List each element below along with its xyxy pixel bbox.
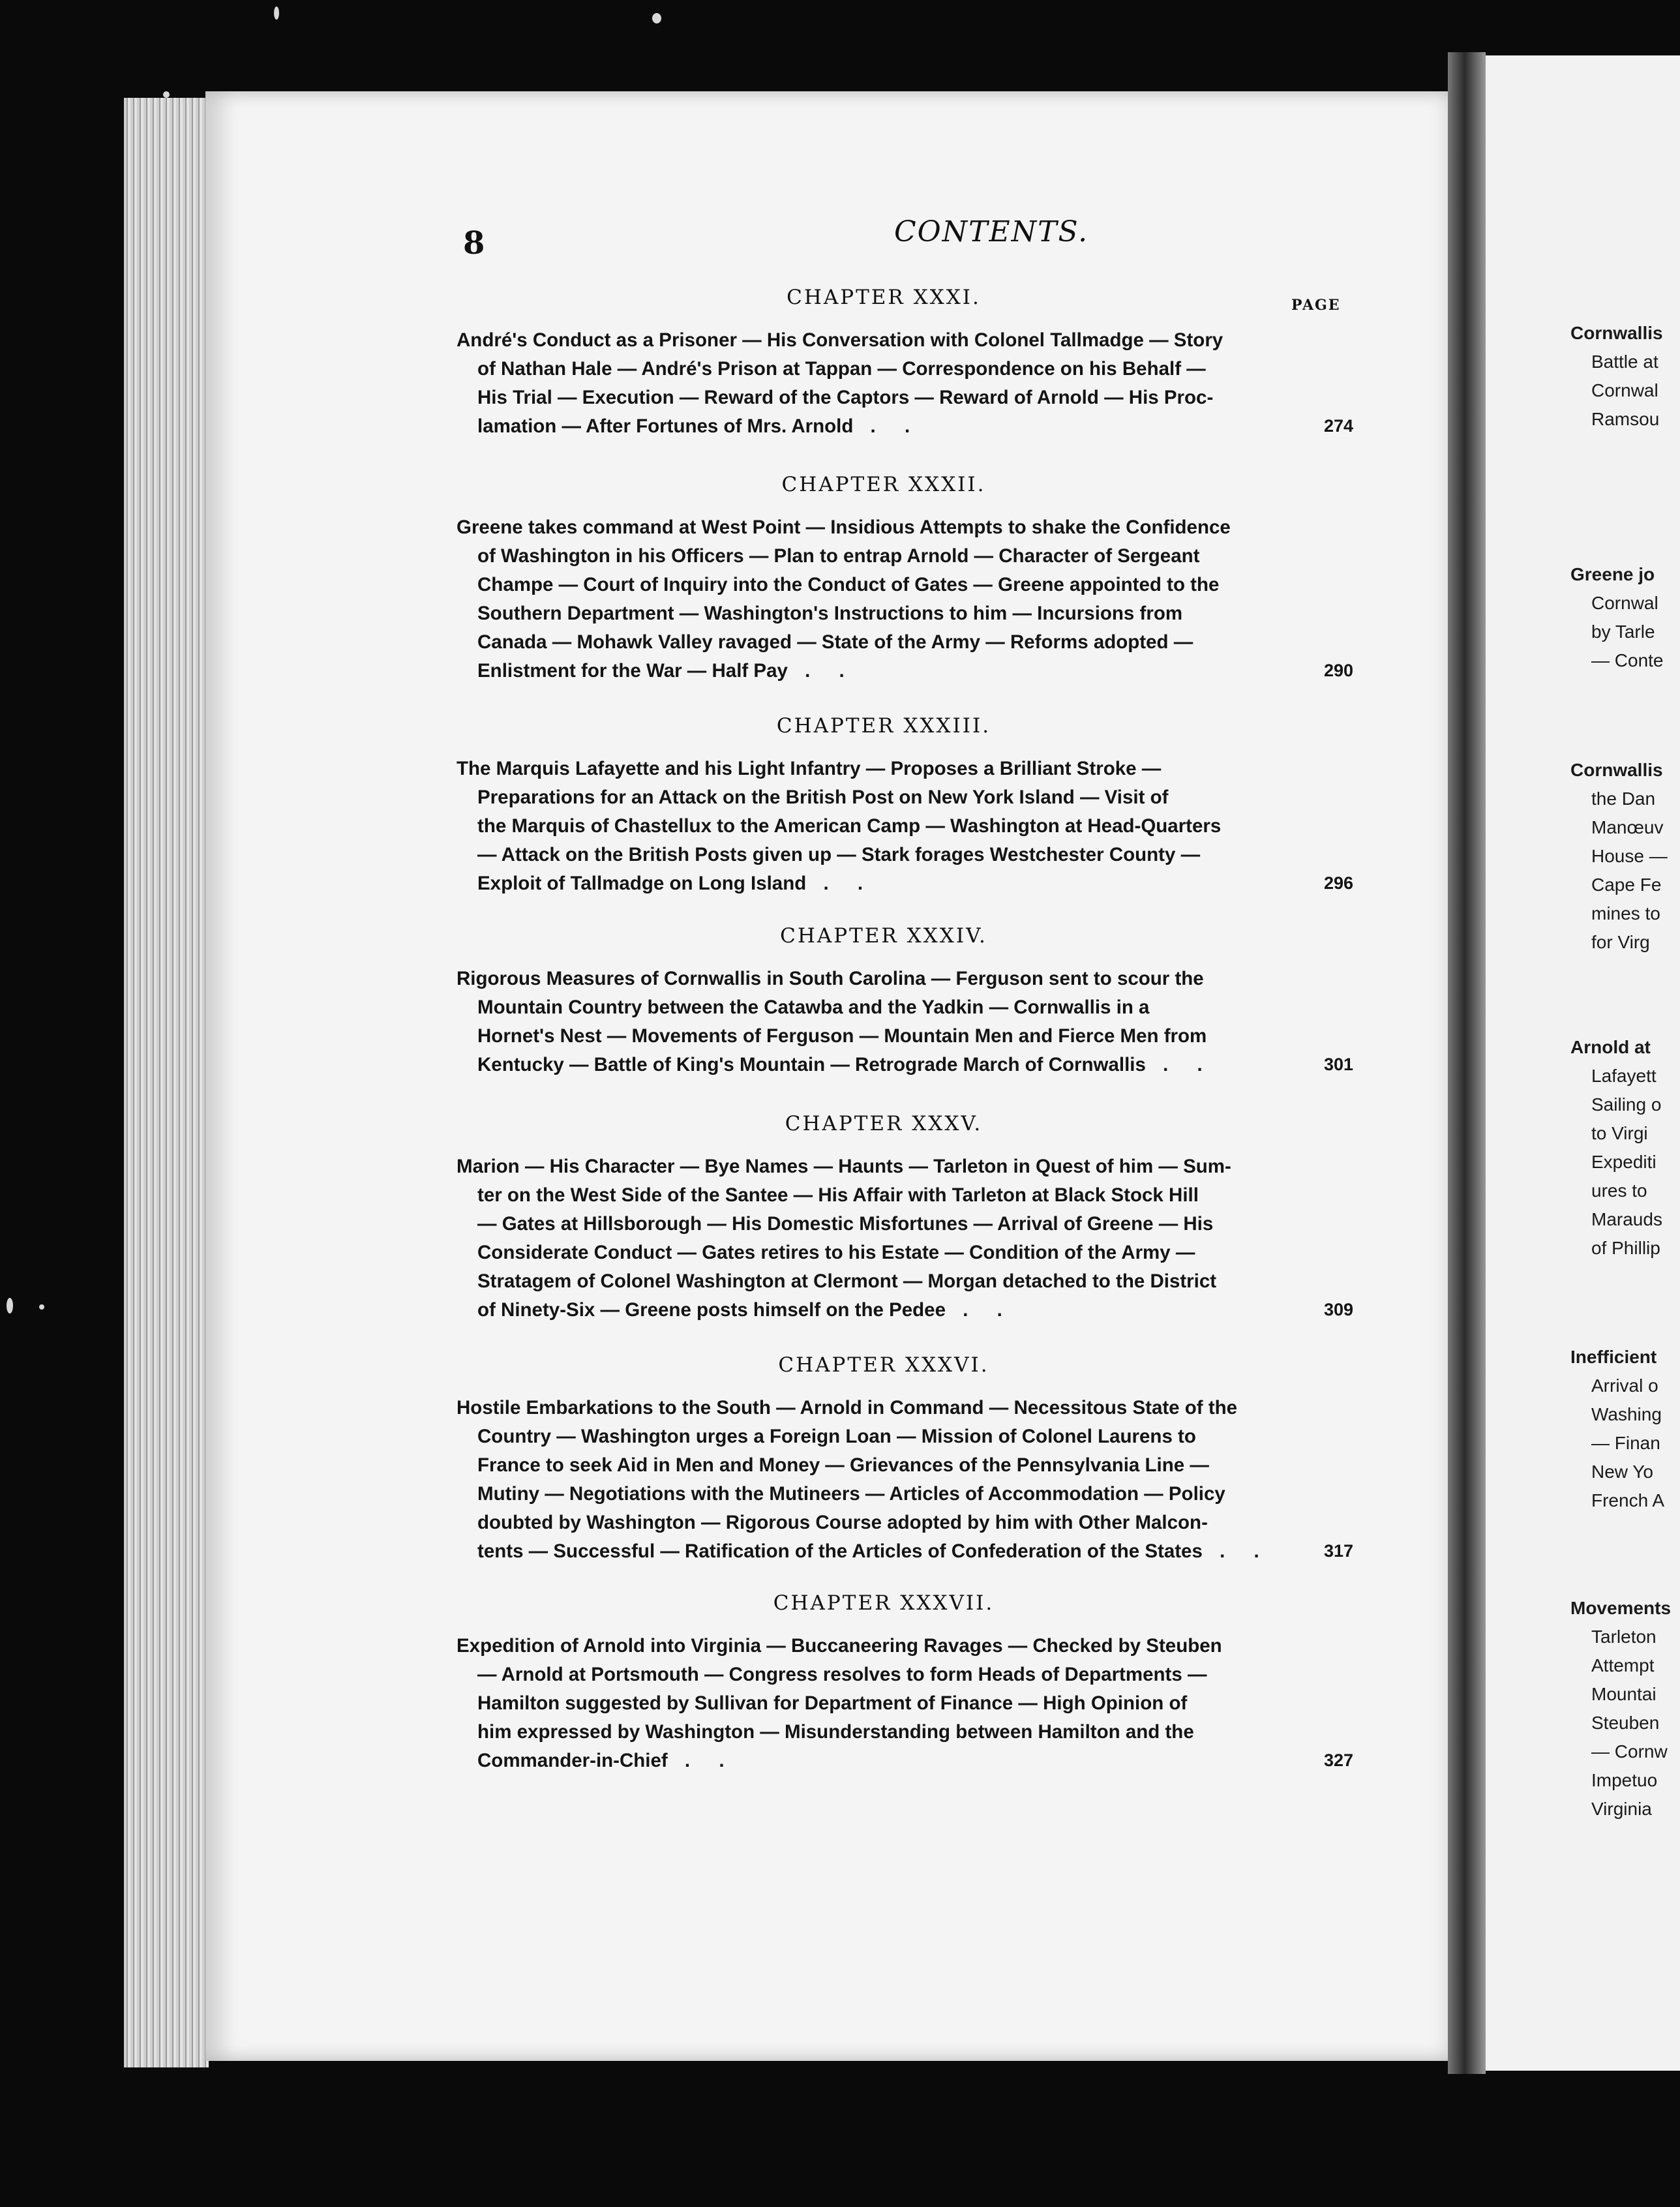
summary-line: ter on the West Side of the Santee — His Affair with Tarleton at Black Stock Hill — [477, 1184, 1199, 1206]
summary-line: — Attack on the British Posts given up — Stark forages Westchester County — — [477, 844, 1201, 865]
facing-page-text-fragment: — Finan — [1591, 1433, 1660, 1453]
facing-page-text-fragment: House — — [1591, 846, 1668, 866]
facing-page-text-fragment: Impetuo — [1591, 1770, 1658, 1790]
dot-leaders: . . — [787, 660, 856, 682]
summary-line: Rigorous Measures of Cornwallis in South Carolina — Ferguson sent to scour the — [457, 968, 1204, 989]
summary-line: Hornet's Nest — Movements of Ferguson — Mountain Men and Fierce Men from — [477, 1025, 1207, 1047]
chapter-page-number: 327 — [1323, 1750, 1353, 1770]
facing-page-text-fragment: Sailing o — [1591, 1094, 1662, 1115]
summary-line: Hamilton suggested by Sullivan for Department of Finance — High Opinion of — [477, 1692, 1188, 1714]
facing-page-text-fragment: Tarleton — [1591, 1627, 1657, 1647]
dust-speck — [652, 13, 661, 23]
facing-page — [1486, 55, 1680, 2071]
chapter-page-number: 309 — [1323, 1300, 1353, 1319]
facing-page-text-fragment: New Yo — [1591, 1462, 1653, 1482]
facing-page-text-fragment: Steuben — [1591, 1713, 1660, 1733]
summary-line: — Gates at Hillsborough — His Domestic Misfortunes — Arrival of Greene — His — [477, 1213, 1214, 1235]
chapter-title: CHAPTER XXXII. — [781, 473, 986, 496]
summary-line: His Trial — Execution — Reward of the Captors — Reward of Arnold — His Proc- — [477, 387, 1214, 408]
chapter-title: CHAPTER XXXIII. — [776, 714, 991, 738]
facing-page-text-fragment: — Cornw — [1591, 1741, 1668, 1762]
facing-page-text-fragment: Movements — [1570, 1598, 1672, 1618]
dust-speck — [274, 7, 279, 20]
book-gutter — [1448, 52, 1486, 2074]
chapter-page-number: 296 — [1323, 873, 1353, 893]
chapter-title: CHAPTER XXXVII. — [773, 1591, 995, 1615]
dust-speck — [163, 91, 170, 98]
summary-line: Commander-in-Chief . . — [477, 1750, 736, 1771]
summary-line: Kentucky — Battle of King's Mountain — Retrograde March of Cornwallis . . — [477, 1054, 1214, 1075]
summary-line: Expedition of Arnold into Virginia — Buccaneering Ravages — Checked by Steuben — [457, 1635, 1222, 1657]
summary-line: Preparations for an Attack on the British Post on New York Island — Visit of — [477, 787, 1169, 808]
page-column-label: PAGE — [1291, 297, 1341, 314]
facing-page-text-fragment: Marauds — [1591, 1209, 1662, 1229]
facing-page-text-fragment: Ramsou — [1591, 409, 1660, 429]
chapter-summary — [457, 326, 1304, 441]
facing-page-text-fragment: Attempt — [1591, 1655, 1655, 1675]
summary-line: of Washington in his Officers — Plan to entrap Arnold — Character of Sergeant — [477, 545, 1200, 567]
summary-line: Enlistment for the War — Half Pay . . — [477, 660, 856, 682]
summary-line: doubted by Washington — Rigorous Course adopted by him with Other Malcon- — [477, 1512, 1208, 1533]
summary-line: — Arnold at Portsmouth — Congress resolves to form Heads of Departments — — [477, 1664, 1207, 1685]
facing-page-text-fragment: Manœuv — [1591, 817, 1664, 837]
summary-line: of Nathan Hale — André's Prison at Tappan — Correspondence on his Behalf — — [477, 358, 1206, 380]
chapter-title: CHAPTER XXXV. — [785, 1112, 983, 1135]
facing-page-text-fragment: for Virg — [1591, 932, 1650, 952]
chapter-title: CHAPTER XXXIV. — [780, 924, 987, 948]
chapter-summary — [457, 965, 1304, 1079]
facing-page-text-fragment: of Phillip — [1591, 1238, 1660, 1258]
summary-line: Mountain Country between the Catawba and the Yadkin — Cornwallis in a — [477, 997, 1150, 1018]
facing-page-text-fragment: by Tarle — [1591, 622, 1655, 642]
dot-leaders: . . — [1202, 1540, 1271, 1562]
dot-leaders: . . — [1145, 1054, 1214, 1075]
summary-line: France to seek Aid in Men and Money — Grievances of the Pennsylvania Line — — [477, 1454, 1209, 1476]
summary-line: Southern Department — Washington's Instructions to him — Incursions from — [477, 603, 1183, 624]
summary-line: Stratagem of Colonel Washington at Clermont — Morgan detached to the District — [477, 1270, 1217, 1292]
facing-page-text-fragment: Expediti — [1591, 1152, 1657, 1172]
summary-line: Canada — Mohawk Valley ravaged — State of the Army — Reforms adopted — — [477, 631, 1193, 653]
facing-page-text-fragment: Washing — [1591, 1404, 1662, 1424]
dust-speck — [7, 1298, 13, 1314]
chapter-page-number: 301 — [1323, 1055, 1353, 1074]
dust-speck — [39, 1304, 44, 1310]
page-number: 8 — [463, 225, 485, 262]
facing-page-text-fragment: Greene jo — [1570, 564, 1655, 584]
facing-page-text-fragment: Cape Fe — [1591, 875, 1662, 895]
chapter-summary — [457, 755, 1304, 898]
chapter-summary — [457, 1394, 1304, 1566]
facing-page-text-fragment: Cornwal — [1591, 593, 1658, 613]
chapter-page-number: 290 — [1323, 661, 1353, 680]
facing-page-text-fragment: Arrival o — [1591, 1375, 1658, 1396]
facing-page-text-fragment: Mountai — [1591, 1684, 1657, 1704]
chapter-summary — [457, 513, 1304, 685]
facing-page-text-fragment: Arnold at — [1570, 1037, 1651, 1057]
dot-leaders: . . — [806, 873, 875, 894]
facing-page-text-fragment: Battle at — [1591, 352, 1658, 372]
summary-line: of Ninety-Six — Greene posts himself on the Pedee . . — [477, 1299, 1014, 1321]
facing-page-text-fragment: Inefficient — [1570, 1347, 1657, 1367]
summary-line: tents — Successful — Ratification of the Articles of Confederation of the States . . — [477, 1540, 1271, 1562]
summary-line: Exploit of Tallmadge on Long Island . . — [477, 873, 875, 894]
dot-leaders: . . — [946, 1299, 1014, 1321]
facing-page-text-fragment: Lafayett — [1591, 1066, 1657, 1086]
facing-page-text-fragment: — Conte — [1591, 650, 1664, 670]
page-fore-edges — [124, 98, 209, 2067]
summary-line: lamation — After Fortunes of Mrs. Arnold . . — [477, 415, 922, 437]
facing-page-text-fragment: Cornwal — [1591, 380, 1658, 400]
summary-line: Country — Washington urges a Foreign Loan — Mission of Colonel Laurens to — [477, 1426, 1196, 1447]
facing-page-text-fragment: Cornwallis — [1570, 323, 1663, 343]
facing-page-text-fragment: Cornwallis — [1570, 760, 1663, 780]
summary-line: Marion — His Character — Bye Names — Haunts — Tarleton in Quest of him — Sum- — [457, 1156, 1231, 1177]
summary-line: The Marquis Lafayette and his Light Infantry — Proposes a Brilliant Stroke — — [457, 758, 1162, 779]
chapter-page-number: 317 — [1323, 1541, 1353, 1561]
running-head: CONTENTS. — [893, 215, 1089, 248]
summary-line: the Marquis of Chastellux to the American Camp — Washington at Head-Quarters — [477, 815, 1222, 837]
chapter-summary — [457, 1632, 1304, 1775]
summary-line: Mutiny — Negotiations with the Mutineers — Articles of Accommodation — Policy — [477, 1483, 1225, 1505]
facing-page-text-fragment: the Dan — [1591, 788, 1656, 809]
summary-line: Greene takes command at West Point — Insidious Attempts to shake the Confidence — [457, 517, 1231, 538]
facing-page-text-fragment: ures to — [1591, 1180, 1647, 1201]
chapter-title: CHAPTER XXXI. — [787, 286, 981, 309]
dot-leaders: . . — [853, 415, 922, 437]
facing-page-text-fragment: to Virgi — [1591, 1123, 1648, 1143]
summary-line: him expressed by Washington — Misunderstanding between Hamilton and the — [477, 1721, 1194, 1743]
summary-line: Champe — Court of Inquiry into the Conduct of Gates — Greene appointed to the — [477, 574, 1220, 595]
summary-line: André's Conduct as a Prisoner — His Conversation with Colonel Tallmadge — Story — [457, 329, 1223, 351]
facing-page-text-fragment: mines to — [1591, 903, 1660, 923]
chapter-title: CHAPTER XXXVI. — [778, 1353, 989, 1377]
facing-page-text-fragment: French A — [1591, 1490, 1665, 1510]
summary-line: Considerate Conduct — Gates retires to his Estate — Condition of the Army — — [477, 1242, 1195, 1263]
chapter-summary — [457, 1152, 1304, 1325]
summary-line: Hostile Embarkations to the South — Arnold in Command — Necessitous State of the — [457, 1397, 1238, 1419]
chapter-page-number: 274 — [1323, 416, 1353, 436]
dot-leaders: . . — [667, 1750, 736, 1771]
facing-page-text-fragment: Virginia — [1591, 1799, 1652, 1819]
